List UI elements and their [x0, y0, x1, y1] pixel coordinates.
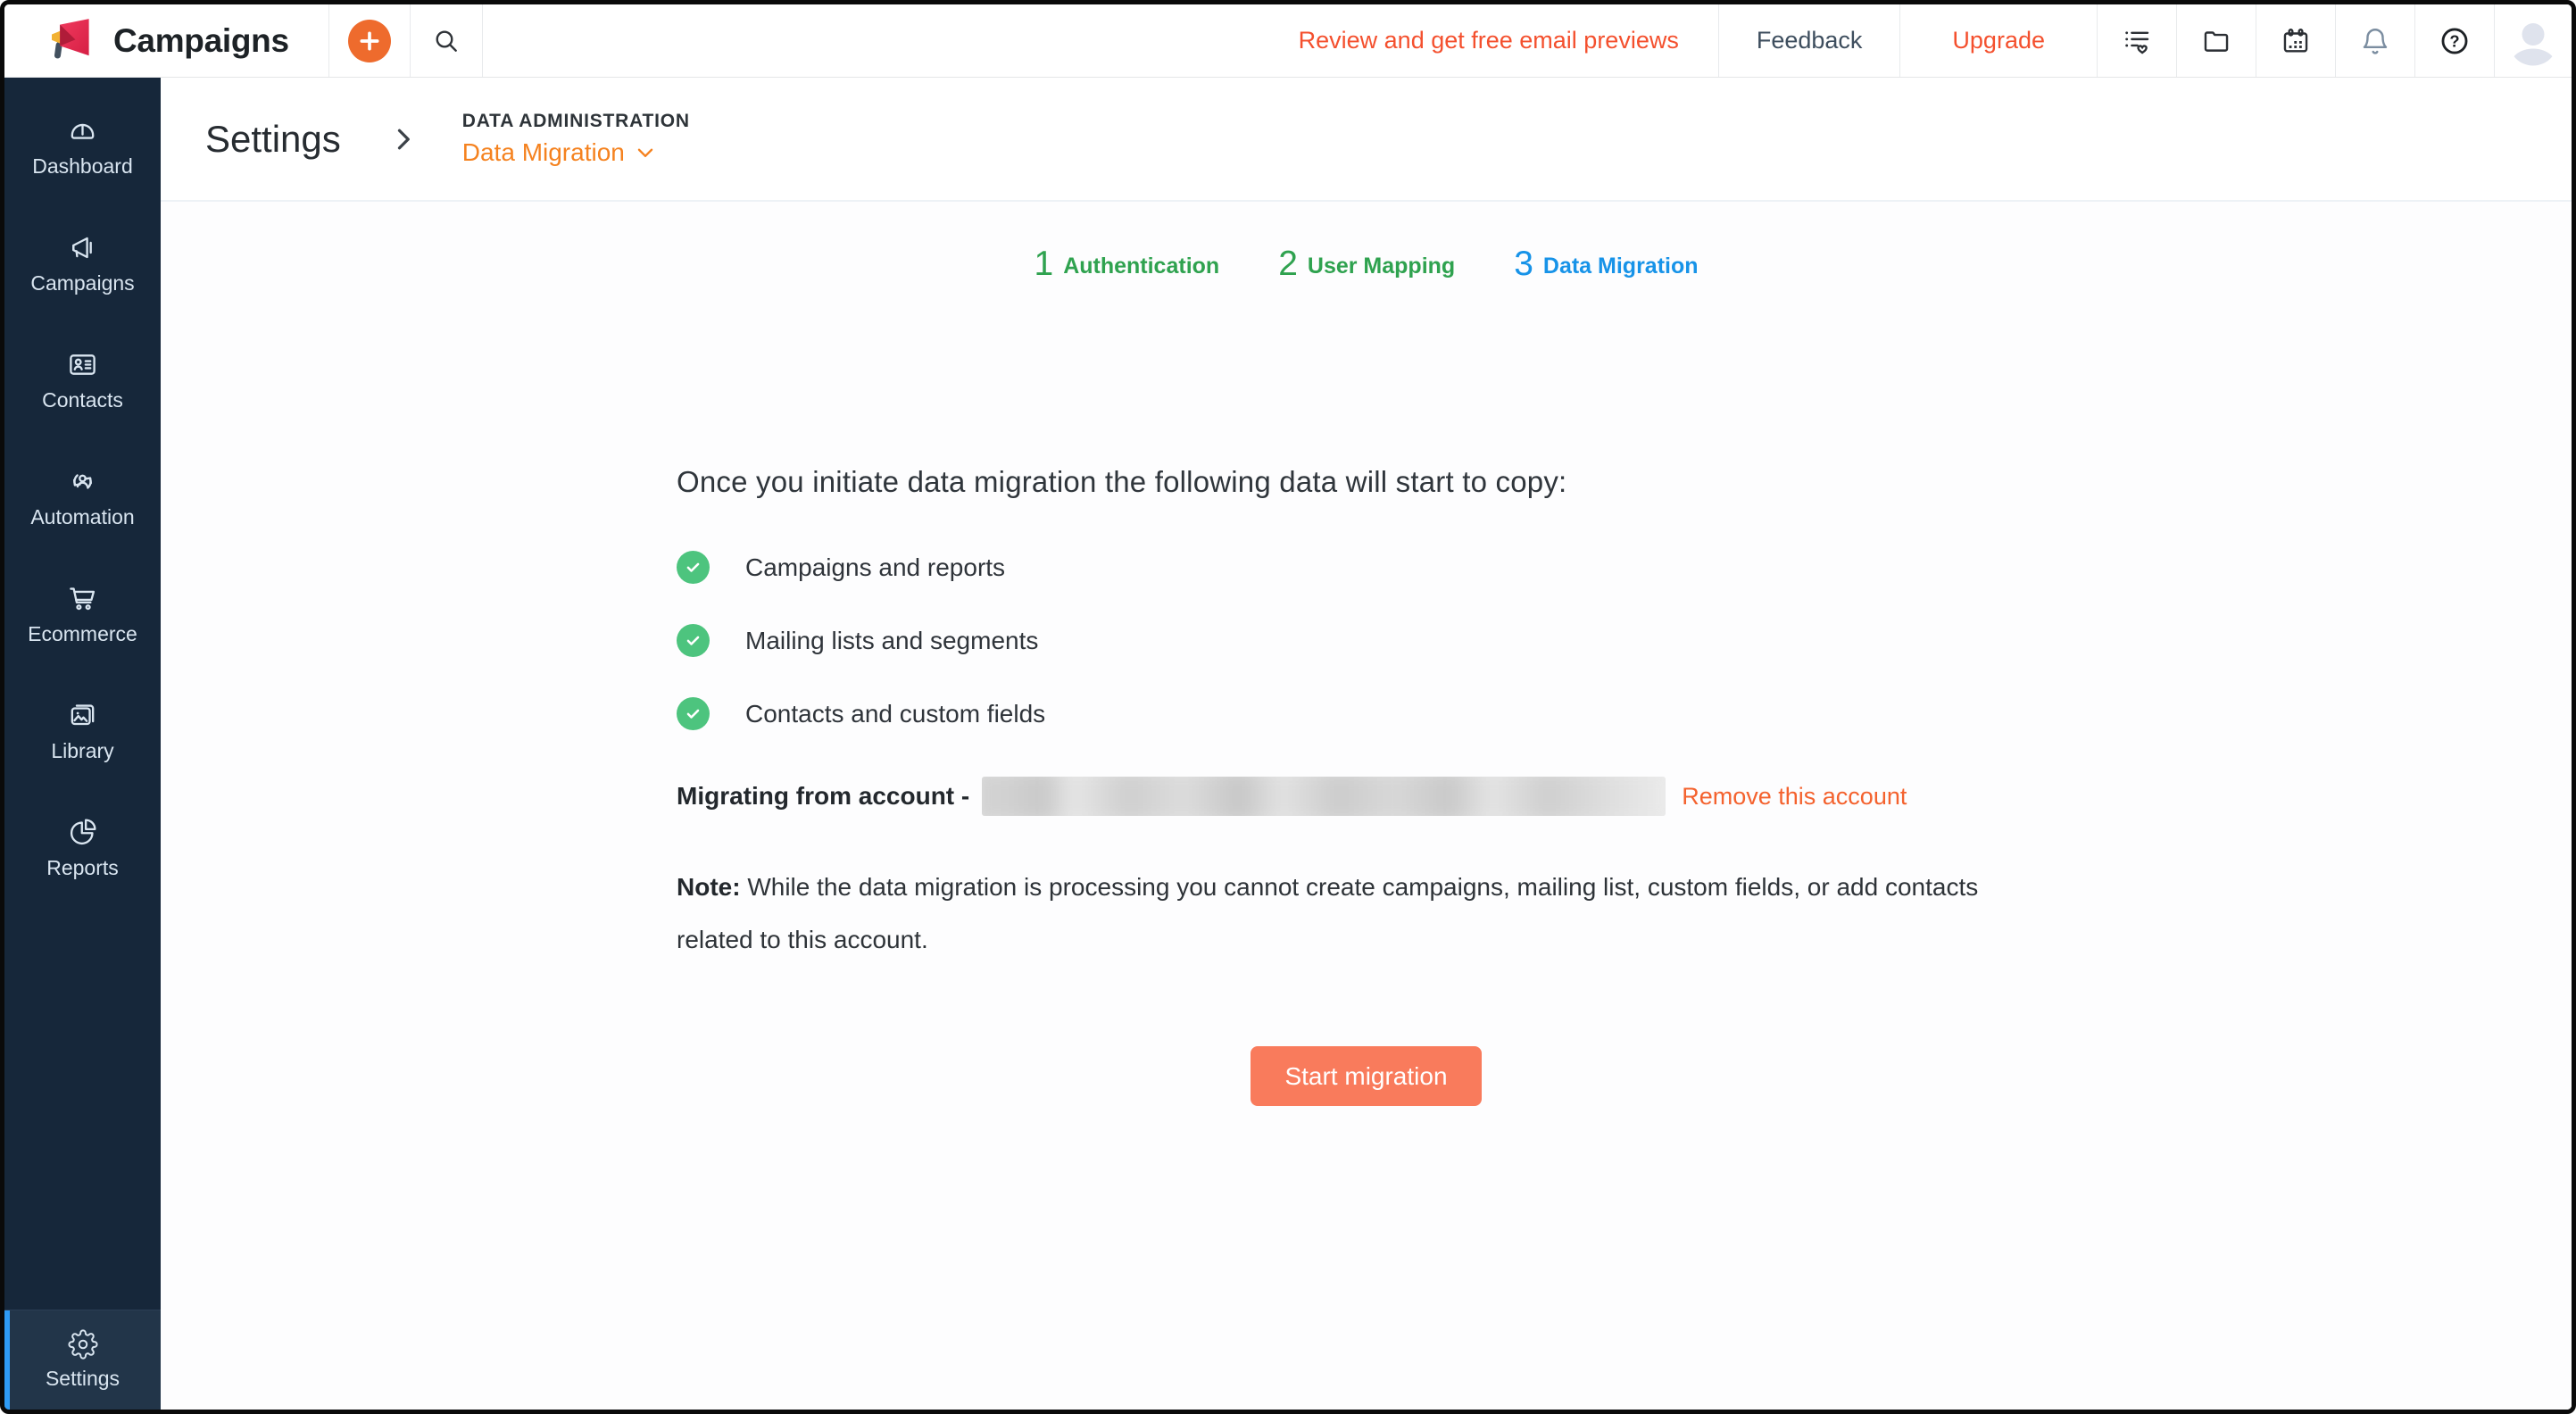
- breadcrumb-section: DATA ADMINISTRATION: [461, 111, 690, 131]
- list-item: [677, 551, 2056, 584]
- sidebar-item-reports[interactable]: [4, 790, 161, 907]
- notifications-button[interactable]: [2336, 4, 2414, 77]
- sidebar-item-label: Contacts: [42, 388, 123, 412]
- contact-card-icon: [67, 349, 98, 380]
- sidebar-item-label: Settings: [45, 1367, 120, 1390]
- sidebar-item-automation[interactable]: [4, 439, 161, 556]
- sidebar-item-contacts[interactable]: [4, 322, 161, 439]
- create-new-button[interactable]: [329, 4, 410, 77]
- user-menu-button[interactable]: [2495, 4, 2572, 77]
- panel-heading: Once you initiate data migration the following data will start to copy:: [677, 465, 1567, 498]
- note-label: Note:: [677, 873, 741, 901]
- sidebar-item-settings[interactable]: [4, 1310, 161, 1410]
- migration-panel: [677, 465, 2056, 1106]
- list-item-label: Campaigns and reports: [745, 553, 1006, 581]
- redacted-account-value: [982, 777, 1666, 816]
- activity-list-button[interactable]: [2098, 4, 2176, 77]
- bell-icon: [2360, 26, 2390, 56]
- automation-person-icon: [67, 466, 98, 497]
- content: [161, 202, 2572, 1410]
- step-authentication[interactable]: [1034, 246, 1219, 281]
- search-icon: [432, 27, 461, 55]
- step-label: Authentication: [1063, 254, 1220, 279]
- step-number: 2: [1278, 245, 1298, 283]
- main-area: [161, 78, 2572, 1410]
- start-migration-button[interactable]: Start migration: [1251, 1046, 1482, 1106]
- remove-account-link[interactable]: Remove this account: [1682, 782, 1907, 810]
- brand-name: Campaigns: [113, 21, 289, 59]
- topbar-spacer: [483, 4, 1259, 77]
- sidebar-item-label: Dashboard: [32, 154, 133, 178]
- migrating-from-label: Migrating from account -: [677, 782, 970, 810]
- list-item: [677, 624, 2056, 657]
- step-user-mapping[interactable]: [1278, 246, 1455, 281]
- campaigns-logo-icon: [46, 17, 94, 65]
- gear-icon: [68, 1329, 98, 1360]
- step-label: User Mapping: [1307, 254, 1456, 279]
- list-item-label: Contacts and custom fields: [745, 699, 1046, 728]
- avatar: [2506, 14, 2560, 68]
- sidebar-item-campaigns[interactable]: [4, 205, 161, 322]
- folder-button[interactable]: [2177, 4, 2256, 77]
- calendar-button[interactable]: [2256, 4, 2335, 77]
- sidebar-item-library[interactable]: [4, 673, 161, 790]
- button-row: [677, 1046, 2056, 1106]
- step-data-migration[interactable]: [1514, 246, 1698, 281]
- check-circle-icon: [677, 551, 710, 584]
- help-icon: [2439, 26, 2470, 56]
- sidebar-item-label: Reports: [46, 856, 119, 879]
- page-title: Settings: [205, 117, 341, 160]
- sidebar-item-ecommerce[interactable]: [4, 556, 161, 673]
- list-heart-icon: [2122, 26, 2152, 56]
- step-label: Data Migration: [1542, 254, 1699, 279]
- breadcrumb: [462, 111, 690, 167]
- chevron-right-icon: [387, 123, 420, 155]
- step-number: 1: [1034, 245, 1054, 283]
- sidebar-item-dashboard[interactable]: [4, 88, 161, 205]
- sidebar-item-label: Campaigns: [30, 271, 135, 295]
- sidebar-item-label: Ecommerce: [28, 622, 137, 645]
- sidebar: [4, 78, 161, 1410]
- sidebar-item-label: Automation: [30, 505, 135, 528]
- migrating-from-row: [677, 777, 2056, 816]
- dashboard-gauge-icon: [67, 115, 98, 146]
- review-email-previews-link[interactable]: Review and get free email previews: [1298, 27, 1679, 54]
- search-button[interactable]: [411, 4, 482, 77]
- photo-library-icon: [67, 700, 98, 731]
- page-header: [161, 78, 2572, 202]
- wizard-steps: [161, 246, 2572, 281]
- check-circle-icon: [677, 624, 710, 657]
- breadcrumb-current: Data Migration: [461, 138, 625, 166]
- check-circle-icon: [677, 697, 710, 730]
- svg-text:?: ?: [2449, 31, 2460, 51]
- page-selector-dropdown[interactable]: [462, 138, 690, 167]
- step-number: 3: [1514, 245, 1533, 283]
- brand[interactable]: [4, 4, 328, 77]
- topbar: [4, 4, 2572, 78]
- help-button[interactable]: [2415, 4, 2494, 77]
- pie-chart-icon: [67, 817, 98, 848]
- upgrade-link[interactable]: Upgrade: [1952, 27, 2045, 54]
- folder-icon: [2201, 26, 2231, 56]
- list-item: [677, 697, 2056, 730]
- note-body: While the data migration is processing you cannot create campaigns, mailing list, custom fields, or add contacts related to this account.: [677, 873, 1979, 953]
- sidebar-nav: [4, 78, 161, 1310]
- plus-icon: [348, 20, 391, 62]
- chevron-down-icon: [634, 141, 657, 164]
- list-item-label: Mailing lists and segments: [745, 626, 1039, 654]
- megaphone-icon: [67, 232, 98, 263]
- cart-icon: [67, 583, 98, 614]
- feedback-link[interactable]: Feedback: [1756, 27, 1863, 54]
- sidebar-item-label: Library: [51, 739, 114, 762]
- calendar-icon: [2281, 26, 2311, 56]
- note-text: [677, 861, 2056, 966]
